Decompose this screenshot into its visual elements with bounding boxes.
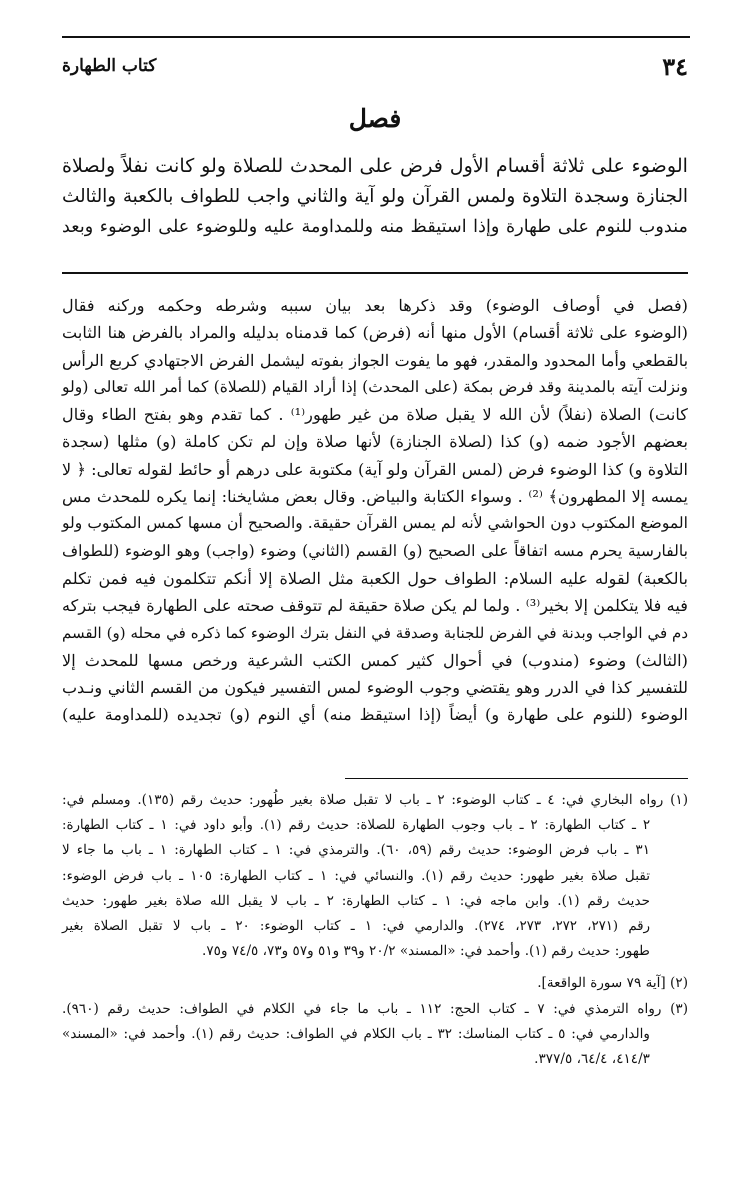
footnote-line: حديث رقم (١). وابن ماجه في: ١ ـ كتاب الطهارة: ٢ ـ باب لا يقبل الله صلاة بغير طهور: حديث <box>62 892 650 909</box>
commentary-line: (الثالث) وضوء (مندوب) في أحوال كثير كمس الكتب الشرعية ورخص مسها للمحدث إلا <box>62 650 688 670</box>
footnote-separator-rule <box>345 778 688 779</box>
footnote-line: ٤١٤/٣، ٦٤/٤، ٣٧٧/٥. <box>534 1051 650 1068</box>
footnote-line: (١) رواه البخاري في: ٤ ـ كتاب الوضوء: ٢ ـ باب لا تقبل صلاة بغير طُهور: حديث رقم (١٣٥). ومسلم في: <box>62 792 688 808</box>
footnote-line: ٢ ـ كتاب الطهارة: ٢ ـ باب وجوب الطهارة للصلاة: حديث رقم (١). وأبو داود في: ١ ـ كتاب الطهارة: <box>62 818 650 834</box>
commentary-line: فيه فلا يتكلمن إلا بخير⁽³⁾ . ولما لم يكن صلاة حقيقة لم تتوقف صحته على الطهارة فيجب بتركه <box>62 596 688 616</box>
commentary-line: الوضوء (للنوم على طهارة و) أيضاً (إذا استيقظ منه) أي النوم (و) تجديده (للمداومة عليه) <box>62 705 688 725</box>
section-heading: فصل <box>348 104 402 133</box>
matn-text <box>62 150 688 243</box>
page-number: ٣٤ <box>662 52 688 81</box>
commentary-line: بعضهم الأجود ضمه (و) كذا (لصلاة الجنازة) لأنها صلاة وإن لم تكن كاملة (و) مثلها (سجدة <box>62 432 688 452</box>
commentary-line: دم في الواجب وبدنة في الفرض للجنابة وصدقة في النفل بترك الوضوء كما ذكره في محله (و) القسم <box>62 623 688 642</box>
matn-separator-rule <box>62 272 688 274</box>
footnote-line: تقبل صلاة بغير طهور: حديث رقم (١). والنسائي في: ١ ـ كتاب الطهارة: ١٠٥ ـ باب فرض الوضوء: <box>62 867 650 884</box>
footnote-line: والدارمي في: ٥ ـ كتاب المناسك: ٣٢ ـ باب الكلام في الطواف: حديث رقم (١). وأحمد في: «المسند» <box>62 1025 650 1042</box>
commentary-line: للتفسير كذا في الدرر وهو يقتضي وجوب الوضوء لمس التفسير فيكون من القسم الثاني ونـدب <box>62 678 688 698</box>
commentary-line: يمسه إلا المطهرون﴾ ⁽²⁾ . وسواء الكتابة والبياض. وقال بعض مشايخنا: إنما يكره للمحدث مس <box>62 487 688 507</box>
matn-line: مندوب للنوم على طهارة وإذا استيقظ منه وللمداومة عليه وللوضوء على الوضوء وبعد <box>62 217 688 237</box>
page-header <box>62 52 690 86</box>
commentary-text <box>62 292 688 729</box>
footnote-2 <box>62 971 688 996</box>
commentary-line: ونزلت آيته بالمدينة وقد فرض بمكة (على المحدث) إذا أراد القيام (للصلاة) كما أمر الله تعالى (ولو <box>62 377 688 396</box>
footnote-line: (٢) [آية ٧٩ سورة الواقعة]. <box>537 975 688 992</box>
commentary-line: التلاوة و) كذا الوضوء فرض (لمس القرآن ولو آية) مكتوبة على درهم أو حائط لقوله تعالى: ﴿ لا <box>62 459 688 479</box>
footnote-3 <box>62 997 688 1073</box>
footnote-1 <box>62 788 688 964</box>
running-title: كتاب الطهارة <box>62 56 157 76</box>
footnotes <box>62 788 688 1072</box>
footnote-line: رقم (٢٧١، ٢٧٢، ٢٧٣، ٢٧٤). والدارمي في: ١ ـ كتاب الوضوء: ٢٠ ـ باب لا تقبل الصلاة بغير <box>62 919 650 935</box>
commentary-line: بالكعبة) لقوله عليه السلام: الطواف حول الكعبة مثل الصلاة إلا أنكم تتكلمون فيه فمن تكلم <box>62 568 688 588</box>
commentary-line: (فصل في أوصاف الوضوء) وقد ذكرها بعد بيان سببه وشرطه وحكمه وركنه فقال <box>62 296 688 315</box>
footnote-line: ٣١ ـ باب فرض الوضوء: حديث رقم (٥٩، ٦٠). والترمذي في: ١ ـ كتاب الطهارة: ١ ـ باب ما جاء لا <box>62 842 650 859</box>
commentary-line: بالفارسية يحرم مسه اتفاقاً على الصحيح (و) القسم (الثاني) وضوء (واجب) وهو الوضوء (للطواف <box>62 541 688 560</box>
commentary-line: كانت) الصلاة (نفلاً) لأن الله لا يقبل صلاة من غير طهور⁽¹⁾ . كما تقدم وهو بفتح الطاء وقال <box>62 405 688 425</box>
matn-line: الجنازة وسجدة التلاوة ولمس القرآن ولو آية والثاني واجب للطواف بالكعبة والثالث <box>62 186 688 207</box>
matn-line: الوضوء على ثلاثة أقسام الأول فرض على المحدث للصلاة ولو كانت نفلاً ولصلاة <box>62 154 688 177</box>
commentary-line: الموضع المكتوب دون الحواشي لأنه لم يمس القرآن حقيقة. والصحيح أن مسها كمس المكتوب ولو <box>62 514 688 533</box>
header-rule <box>62 36 690 38</box>
footnote-line: (٣) رواه الترمذي في: ٧ ـ كتاب الحج: ١١٢ ـ باب ما جاء في الكلام في الطواف: حديث رقم (٩٦٠). <box>62 1000 688 1017</box>
footnote-line: طهور: حديث رقم (١). وأحمد في: «المسند» ٢٠/٢ و٣٩ و٥١ و٥٧ و٧٣، ٧٤/٥ و٧٥. <box>202 943 650 960</box>
commentary-line: بالقطعي وأما المحدود والمقدر، فهو ما يفوت الجواز بفوته ليشمل الفرض الاجتهادي كربع الرأس <box>62 350 688 370</box>
commentary-line: (الوضوء على ثلاثة أقسام) الأول منها أنه (فرض) كما قدمناه بدليله والمراد بالفرض هنا الثابت <box>62 323 688 343</box>
